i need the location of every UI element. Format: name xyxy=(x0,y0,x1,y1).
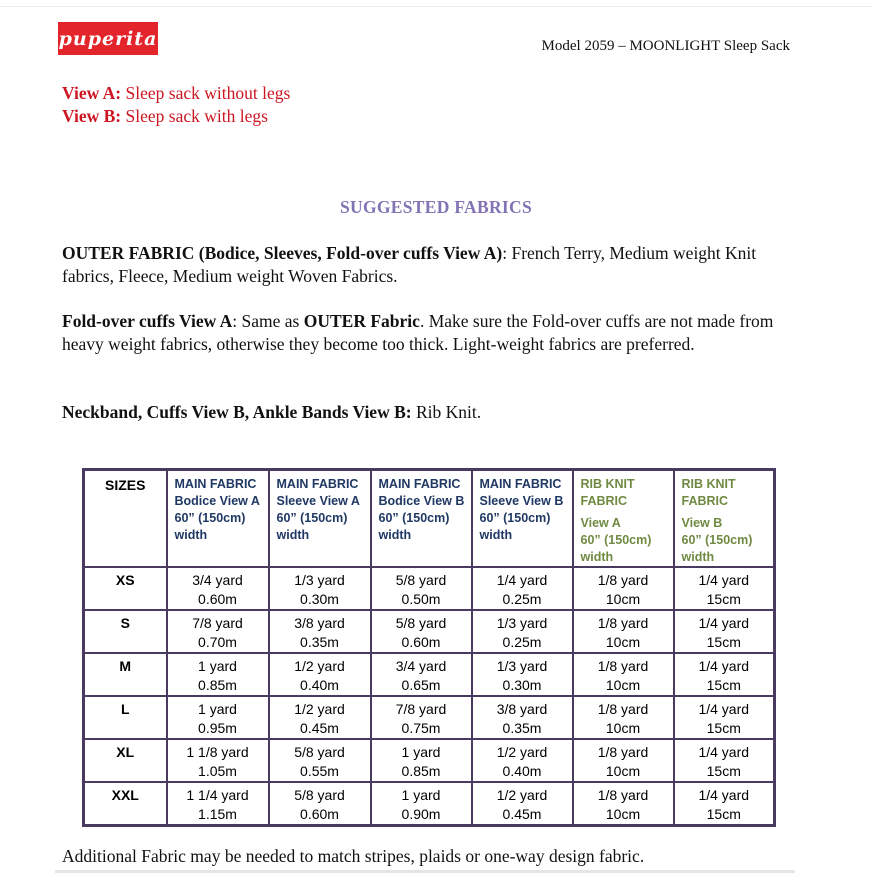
yardage-cell: 1/2 yard 0.45m xyxy=(269,696,371,739)
table-header-line: Bodice View B xyxy=(378,494,465,508)
yardage-cell: 1/8 yard 10cm xyxy=(573,567,674,610)
table-header-line: View A xyxy=(580,516,621,530)
table-row-l xyxy=(84,696,775,739)
table-header-line: RIB KNIT xyxy=(681,477,736,491)
yardage-cell: 1 1/8 yard 1.05m xyxy=(167,739,269,782)
yardage-cell: 7/8 yard 0.70m xyxy=(167,610,269,653)
view-a-text: Sleep sack without legs xyxy=(121,83,291,103)
view-b-text: Sleep sack with legs xyxy=(121,106,268,126)
yardage-cell: 1/4 yard 15cm xyxy=(674,739,775,782)
neckband-rest: Rib Knit. xyxy=(411,402,482,422)
view-a-line xyxy=(62,82,290,105)
fabric-table xyxy=(82,468,776,827)
table-header-line: MAIN FABRIC xyxy=(479,477,562,491)
table-header-line: Sleeve View A xyxy=(276,494,360,508)
puperita-logo xyxy=(58,22,158,55)
section-title: SUGGESTED FABRICS xyxy=(340,197,532,217)
fabric-table-head xyxy=(84,470,775,568)
table-header-line: MAIN FABRIC xyxy=(378,477,461,491)
view-a-label: View A: xyxy=(62,83,122,103)
size-cell: L xyxy=(84,696,167,739)
outer-fabric-rest: : French Terry, Medium weight Knit fabrics, Fleece, Medium weight Woven Fabrics. xyxy=(62,243,757,286)
table-row-xxl xyxy=(84,782,775,826)
yardage-cell: 3/4 yard 0.65m xyxy=(371,653,472,696)
table-header-line: View B xyxy=(681,516,723,530)
yardage-cell: 1 yard 0.85m xyxy=(371,739,472,782)
table-header-line: width xyxy=(378,528,412,542)
yardage-cell: 1/8 yard 10cm xyxy=(573,739,674,782)
table-header-line: width xyxy=(276,528,310,542)
view-b-line xyxy=(62,105,290,128)
yardage-cell: 1 1/4 yard 1.15m xyxy=(167,782,269,826)
yardage-cell: 1/3 yard 0.25m xyxy=(472,610,573,653)
table-header-line: width xyxy=(681,550,715,564)
table-header-line: 60” (150cm) xyxy=(580,533,652,547)
yardage-cell: 1/2 yard 0.40m xyxy=(269,653,371,696)
yardage-cell: 5/8 yard 0.60m xyxy=(371,610,472,653)
table-header-line: FABRIC xyxy=(580,494,628,508)
footer-note: Additional Fabric may be needed to match stripes, plaids or one-way design fabric. xyxy=(62,846,645,866)
yardage-cell: 1/2 yard 0.45m xyxy=(472,782,573,826)
size-cell: XL xyxy=(84,739,167,782)
table-row-s xyxy=(84,610,775,653)
table-header-line: MAIN FABRIC xyxy=(174,477,257,491)
table-header-line: width xyxy=(174,528,208,542)
table-header-col-4 xyxy=(472,470,573,568)
table-header-line: 60” (150cm) xyxy=(174,511,246,525)
yardage-cell: 1/4 yard 15cm xyxy=(674,567,775,610)
table-header-line: width xyxy=(580,550,614,564)
yardage-cell: 1/8 yard 10cm xyxy=(573,653,674,696)
size-cell: S xyxy=(84,610,167,653)
size-cell: XS xyxy=(84,567,167,610)
table-row-xs xyxy=(84,567,775,610)
table-header-col-3 xyxy=(371,470,472,568)
table-header-line: Sleeve View B xyxy=(479,494,564,508)
table-header-col-1 xyxy=(167,470,269,568)
table-header-col-2 xyxy=(269,470,371,568)
yardage-cell: 1/4 yard 15cm xyxy=(674,610,775,653)
foldover-rest: . Make sure the Fold-over cuffs are not made from heavy weight fabrics, otherwise they become too thick. Light-weight fabrics are preferred. xyxy=(62,311,774,354)
yardage-cell: 1/8 yard 10cm xyxy=(573,610,674,653)
table-header-line: FABRIC xyxy=(681,494,729,508)
foldover-mid: : Same as xyxy=(232,311,304,331)
table-header-line: 60” (150cm) xyxy=(479,511,551,525)
yardage-cell: 1/2 yard 0.40m xyxy=(472,739,573,782)
yardage-cell: 5/8 yard 0.60m xyxy=(269,782,371,826)
paragraph-neckband xyxy=(62,401,802,424)
paragraph-foldover-cuffs xyxy=(62,310,802,356)
table-header-col-6 xyxy=(674,470,775,568)
yardage-cell: 1/3 yard 0.30m xyxy=(269,567,371,610)
table-row-xl xyxy=(84,739,775,782)
table-header-line: width xyxy=(479,528,513,542)
yardage-cell: 1/4 yard 15cm xyxy=(674,782,775,826)
table-header-sizes: SIZES xyxy=(84,470,167,568)
logo-text: puperita xyxy=(58,27,158,50)
table-header-col-5 xyxy=(573,470,674,568)
yardage-cell: 1 yard 0.85m xyxy=(167,653,269,696)
table-header-line: RIB KNIT xyxy=(580,477,635,491)
view-descriptions xyxy=(62,82,290,128)
table-header-line: 60” (150cm) xyxy=(276,511,348,525)
yardage-cell: 1/4 yard 15cm xyxy=(674,653,775,696)
foldover-bold-2: OUTER Fabric xyxy=(303,311,420,331)
model-title: Model 2059 – MOONLIGHT Sleep Sack xyxy=(541,38,790,54)
table-row-m xyxy=(84,653,775,696)
yardage-cell: 3/8 yard 0.35m xyxy=(269,610,371,653)
view-b-label: View B: xyxy=(62,106,122,126)
table-header-line: 60” (150cm) xyxy=(378,511,450,525)
outer-fabric-bold: OUTER FABRIC (Bodice, Sleeves, Fold-over cuffs View A) xyxy=(62,243,503,263)
yardage-cell: 1/3 yard 0.30m xyxy=(472,653,573,696)
size-cell: XXL xyxy=(84,782,167,826)
yardage-cell: 1/4 yard 15cm xyxy=(674,696,775,739)
yardage-cell: 7/8 yard 0.75m xyxy=(371,696,472,739)
paragraph-outer-fabric xyxy=(62,242,802,288)
size-cell: M xyxy=(84,653,167,696)
foldover-bold-1: Fold-over cuffs View A xyxy=(62,311,233,331)
yardage-cell: 5/8 yard 0.55m xyxy=(269,739,371,782)
yardage-cell: 1/4 yard 0.25m xyxy=(472,567,573,610)
yardage-cell: 1 yard 0.95m xyxy=(167,696,269,739)
table-header-line: 60” (150cm) xyxy=(681,533,753,547)
yardage-cell: 5/8 yard 0.50m xyxy=(371,567,472,610)
yardage-cell: 1/8 yard 10cm xyxy=(573,696,674,739)
yardage-cell: 3/8 yard 0.35m xyxy=(472,696,573,739)
yardage-cell: 1 yard 0.90m xyxy=(371,782,472,826)
neckband-bold: Neckband, Cuffs View B, Ankle Bands View B: xyxy=(62,402,412,422)
top-divider xyxy=(0,6,872,7)
yardage-cell: 3/4 yard 0.60m xyxy=(167,567,269,610)
table-header-line: MAIN FABRIC xyxy=(276,477,359,491)
table-header-line: Bodice View A xyxy=(174,494,260,508)
yardage-cell: 1/8 yard 10cm xyxy=(573,782,674,826)
fabric-table-body xyxy=(84,567,775,826)
